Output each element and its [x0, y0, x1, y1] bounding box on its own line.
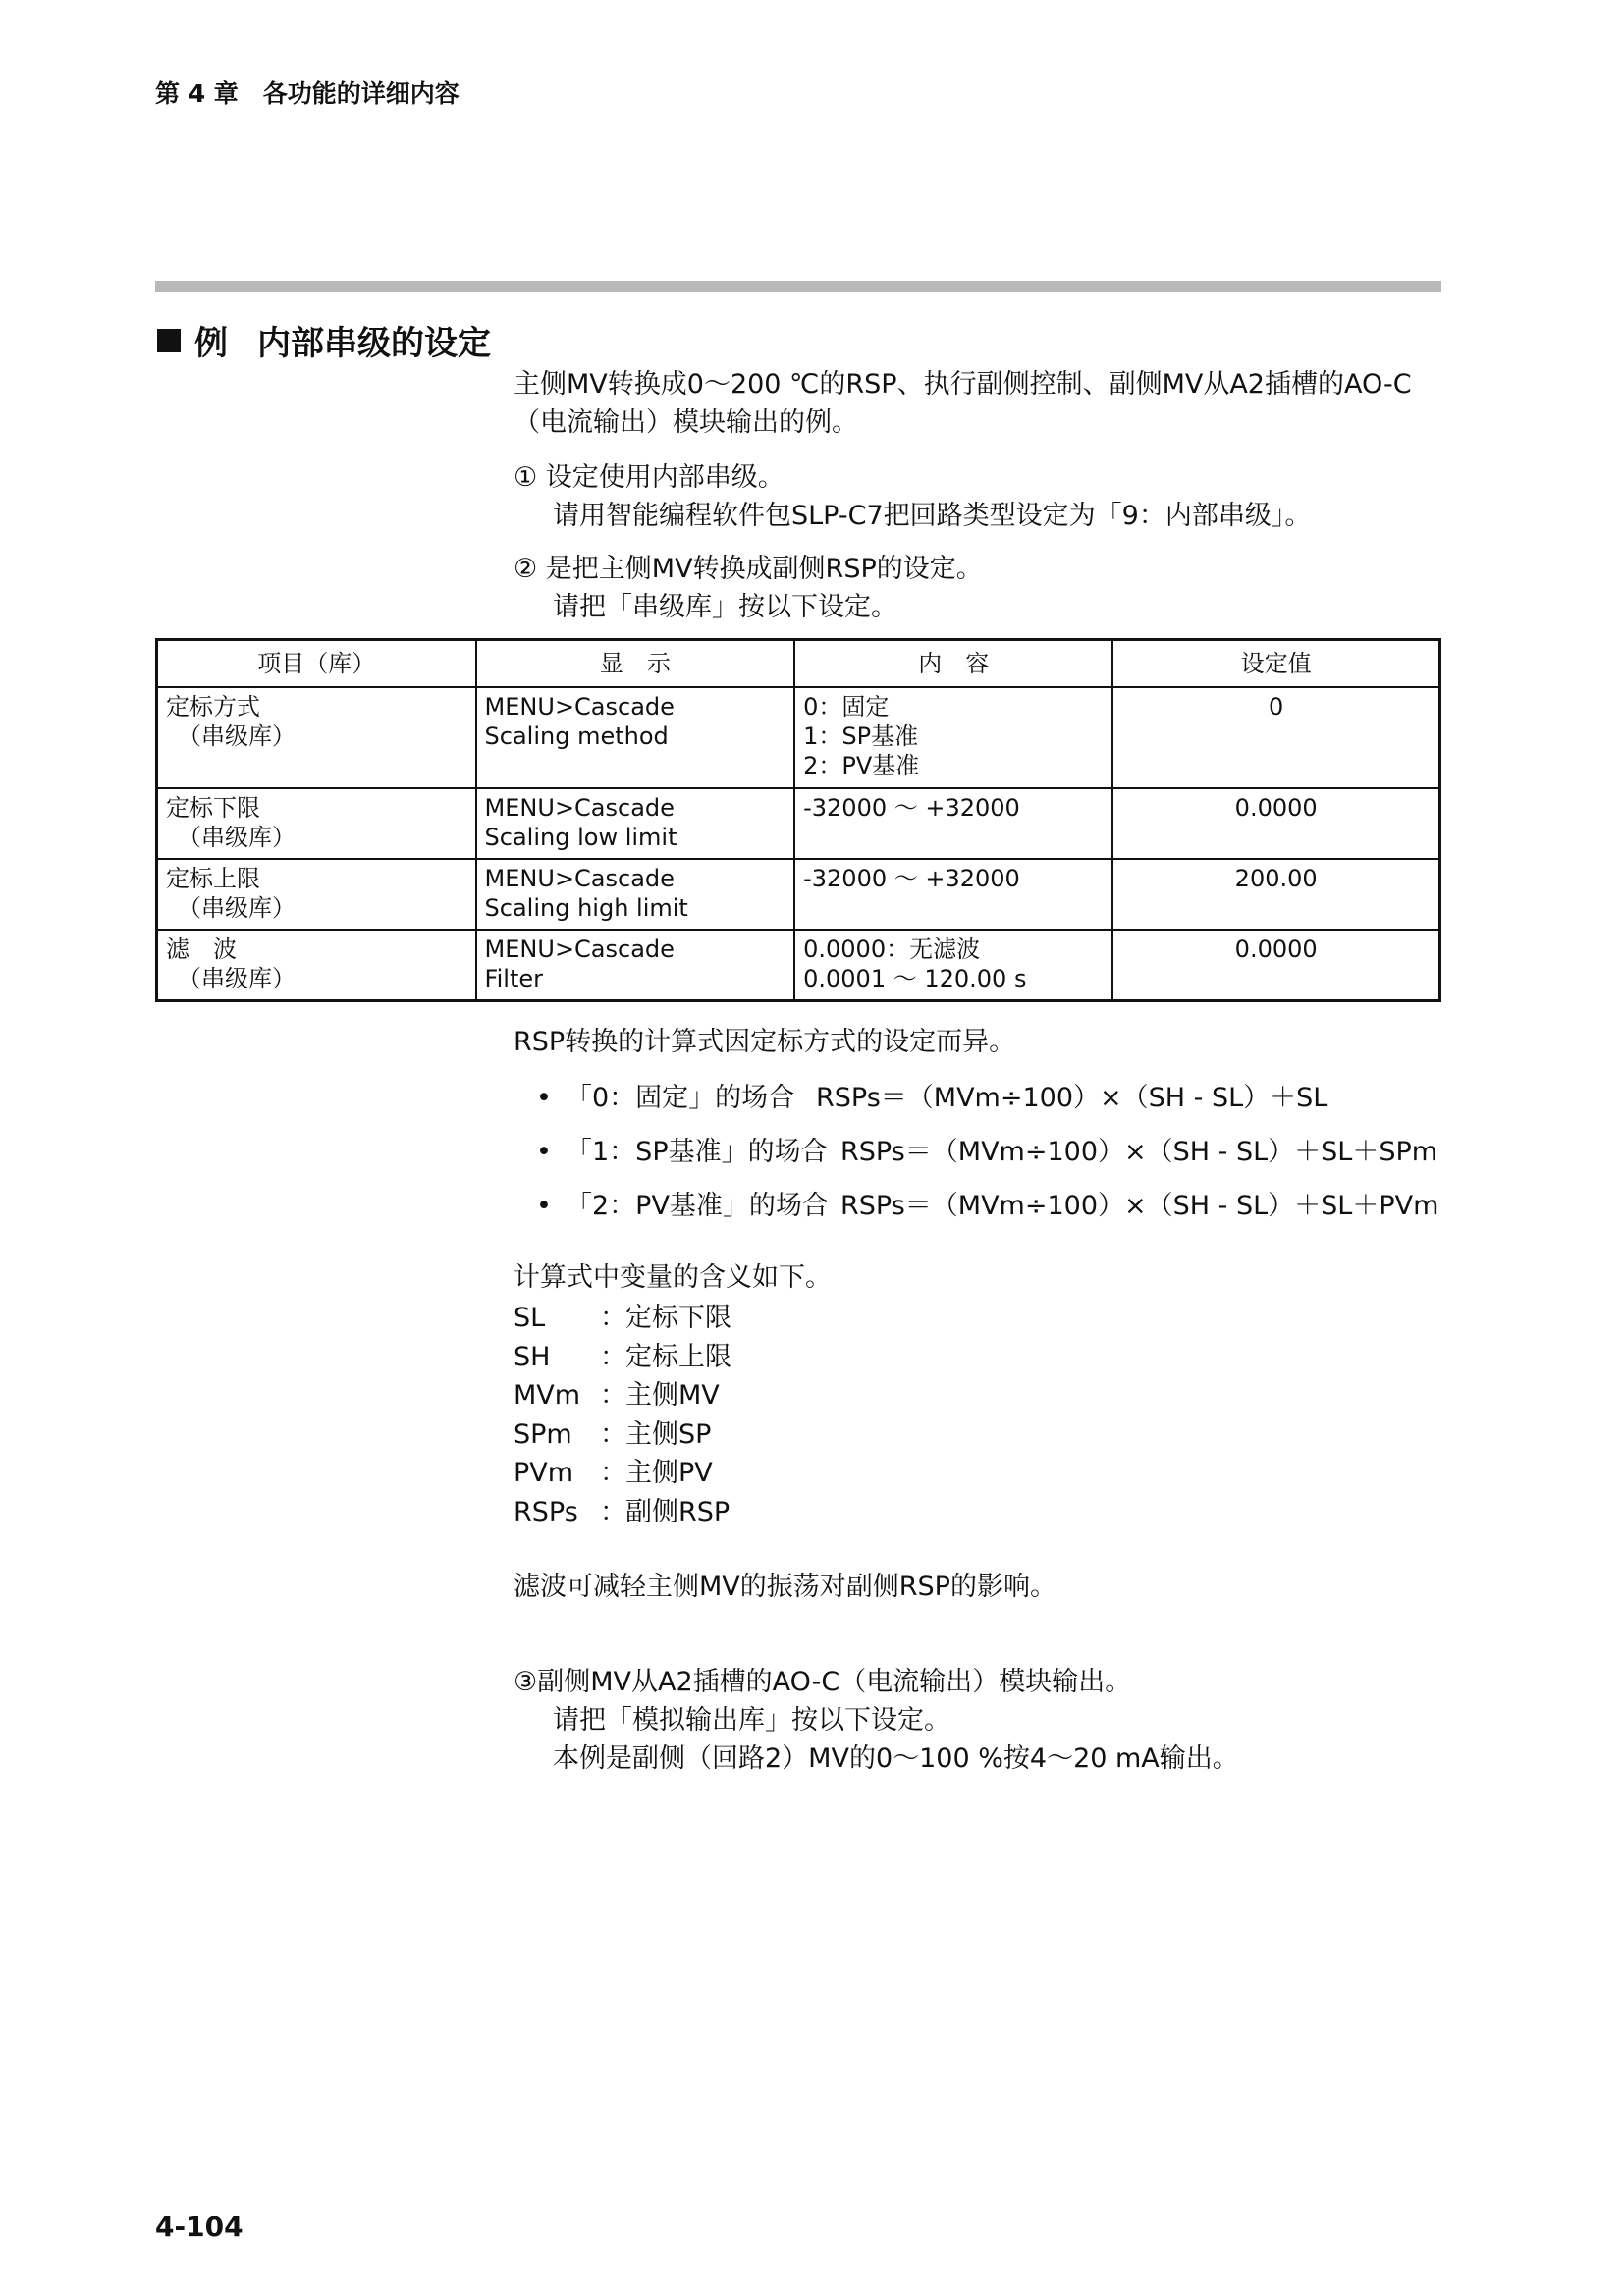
- value-cell: 0.0000: [1112, 788, 1439, 859]
- table-row: [157, 930, 1440, 1000]
- variable-name: SPm: [514, 1418, 572, 1450]
- section-title-text: 内部串级的设定: [257, 324, 491, 363]
- display-name: Scaling low limit: [484, 824, 677, 851]
- content-line: -32000 ～ +32000: [803, 794, 1020, 822]
- header-content: 内 容: [794, 640, 1112, 688]
- formula-intro: RSP转换的计算式因定标方式的设定而异。: [514, 1027, 1016, 1057]
- formula-case: 「0：固定」的场合: [566, 1083, 795, 1113]
- variable-colon: ：: [600, 1303, 626, 1333]
- variable-colon: ：: [600, 1380, 626, 1411]
- item-name: 定标方式: [166, 693, 260, 721]
- variable-item: [514, 1454, 731, 1493]
- table-row: [157, 859, 1440, 930]
- display-name: Scaling method: [484, 722, 669, 750]
- intro-line: 主侧MV转换成0～200 ℃的RSP、执行副侧控制、副侧MV从A2插槽的AO-C: [514, 369, 1412, 400]
- table-header-row: [157, 640, 1440, 688]
- item-cell: [157, 859, 476, 930]
- formula-list: [536, 1076, 1438, 1238]
- step-2-title: ② 是把主侧MV转换成副侧RSP的设定。: [514, 554, 983, 584]
- item-cell: [157, 687, 476, 788]
- item-bank: （串级库）: [178, 824, 296, 851]
- variable-item: [514, 1338, 731, 1377]
- formula-case: 「2：PV基准」的场合: [566, 1191, 829, 1221]
- step-1-title: ① 设定使用内部串级。: [514, 462, 785, 493]
- variable-item: [514, 1376, 731, 1415]
- variable-meaning: 副侧RSP: [625, 1496, 731, 1527]
- variable-name: SL: [514, 1303, 546, 1333]
- filter-note: 滤波可减轻主侧MV的振荡对副侧RSP的影响。: [514, 1572, 1056, 1602]
- formula-item: [536, 1184, 1438, 1238]
- variable-item: [514, 1299, 731, 1338]
- item-name: 定标下限: [166, 794, 260, 822]
- value-cell: 200.00: [1112, 859, 1439, 930]
- step-2: [514, 550, 983, 626]
- variable-colon: ：: [600, 1418, 626, 1450]
- variables-intro: 计算式中变量的含义如下。: [514, 1262, 832, 1293]
- display-name: Filter: [484, 965, 543, 992]
- item-name: 滤 波: [166, 935, 237, 963]
- variable-name: RSPs: [514, 1496, 578, 1527]
- page-number: 4-104: [155, 2211, 244, 2243]
- menu-path: MENU>Cascade: [484, 693, 675, 721]
- variable-meaning: 主侧SP: [625, 1418, 712, 1450]
- menu-path: MENU>Cascade: [484, 865, 675, 892]
- menu-path: MENU>Cascade: [484, 935, 675, 963]
- content-line: 0：固定: [803, 693, 890, 721]
- example-label: 例: [194, 324, 228, 363]
- bullet-icon: •: [536, 1083, 552, 1113]
- display-cell: [476, 859, 795, 930]
- step-3-line: 请把「模拟输出库」按以下设定。: [553, 1705, 950, 1735]
- step-1-detail: 请用智能编程软件包SLP-C7把回路类型设定为「9：内部串级」。: [553, 501, 1312, 531]
- formula-case: 「1：SP基准」的场合: [566, 1137, 828, 1167]
- variable-name: SH: [514, 1341, 551, 1372]
- item-bank: （串级库）: [178, 722, 296, 750]
- step-3-line: 本例是副侧（回路2）MV的0～100 %按4～20 mA输出。: [553, 1743, 1239, 1774]
- header-display: 显 示: [476, 640, 795, 688]
- variable-item: [514, 1493, 731, 1532]
- intro-paragraph: [514, 365, 1412, 442]
- content-line: -32000 ～ +32000: [803, 865, 1020, 892]
- menu-path: MENU>Cascade: [484, 794, 675, 822]
- display-cell: [476, 788, 795, 859]
- variables-list: [514, 1299, 731, 1531]
- item-bank: （串级库）: [178, 894, 296, 922]
- cascade-bank-table: [155, 638, 1441, 1002]
- square-bullet-icon: [157, 329, 181, 352]
- content-line: 0.0001 ～ 120.00 s: [803, 965, 1027, 992]
- variable-colon: ：: [600, 1341, 626, 1372]
- chapter-header: 第 4 章 各功能的详细内容: [155, 80, 460, 108]
- variable-colon: ：: [600, 1496, 626, 1527]
- content-line: 1：SP基准: [803, 722, 919, 750]
- variable-name: MVm: [514, 1380, 581, 1411]
- display-name: Scaling high limit: [484, 894, 688, 922]
- step-3: [514, 1663, 1239, 1778]
- table-row: [157, 788, 1440, 859]
- variable-name: PVm: [514, 1458, 574, 1488]
- header-item: 项目（库）: [157, 640, 476, 688]
- formula-item: [536, 1130, 1438, 1184]
- item-name: 定标上限: [166, 865, 260, 892]
- formula-expression: RSPs＝（MVm÷100）×（SH - SL）＋SL＋SPm: [840, 1137, 1438, 1167]
- content-line: 2：PV基准: [803, 752, 920, 779]
- content-cell: [794, 859, 1112, 930]
- display-cell: [476, 687, 795, 788]
- step-3-title: ③副侧MV从A2插槽的AO-C（电流输出）模块输出。: [514, 1667, 1132, 1697]
- variable-meaning: 主侧PV: [625, 1458, 713, 1488]
- table-row: [157, 687, 1440, 788]
- variable-meaning: 定标上限: [625, 1341, 731, 1372]
- step-1: [514, 458, 1311, 535]
- item-bank: （串级库）: [178, 965, 296, 992]
- bullet-icon: •: [536, 1137, 552, 1167]
- variable-meaning: 定标下限: [625, 1303, 731, 1333]
- formula-item: [536, 1076, 1438, 1130]
- item-cell: [157, 930, 476, 1000]
- variable-meaning: 主侧MV: [625, 1380, 720, 1411]
- section-title: [157, 316, 491, 364]
- content-line: 0.0000：无滤波: [803, 935, 981, 963]
- section-divider: [155, 281, 1441, 292]
- content-cell: [794, 788, 1112, 859]
- value-cell: 0.0000: [1112, 930, 1439, 1000]
- value-cell: 0: [1112, 687, 1439, 788]
- variable-colon: ：: [600, 1458, 626, 1488]
- item-cell: [157, 788, 476, 859]
- content-cell: [794, 687, 1112, 788]
- intro-line: （电流输出）模块输出的例。: [514, 407, 858, 438]
- step-2-detail: 请把「串级库」按以下设定。: [553, 592, 897, 622]
- variable-item: [514, 1415, 731, 1455]
- formula-expression: RSPs＝（MVm÷100）×（SH - SL）＋SL＋PVm: [840, 1191, 1439, 1221]
- bullet-icon: •: [536, 1191, 552, 1221]
- header-setting: 设定值: [1112, 640, 1439, 688]
- content-cell: [794, 930, 1112, 1000]
- display-cell: [476, 930, 795, 1000]
- formula-expression: RSPs＝（MVm÷100）×（SH - SL）＋SL: [816, 1083, 1328, 1113]
